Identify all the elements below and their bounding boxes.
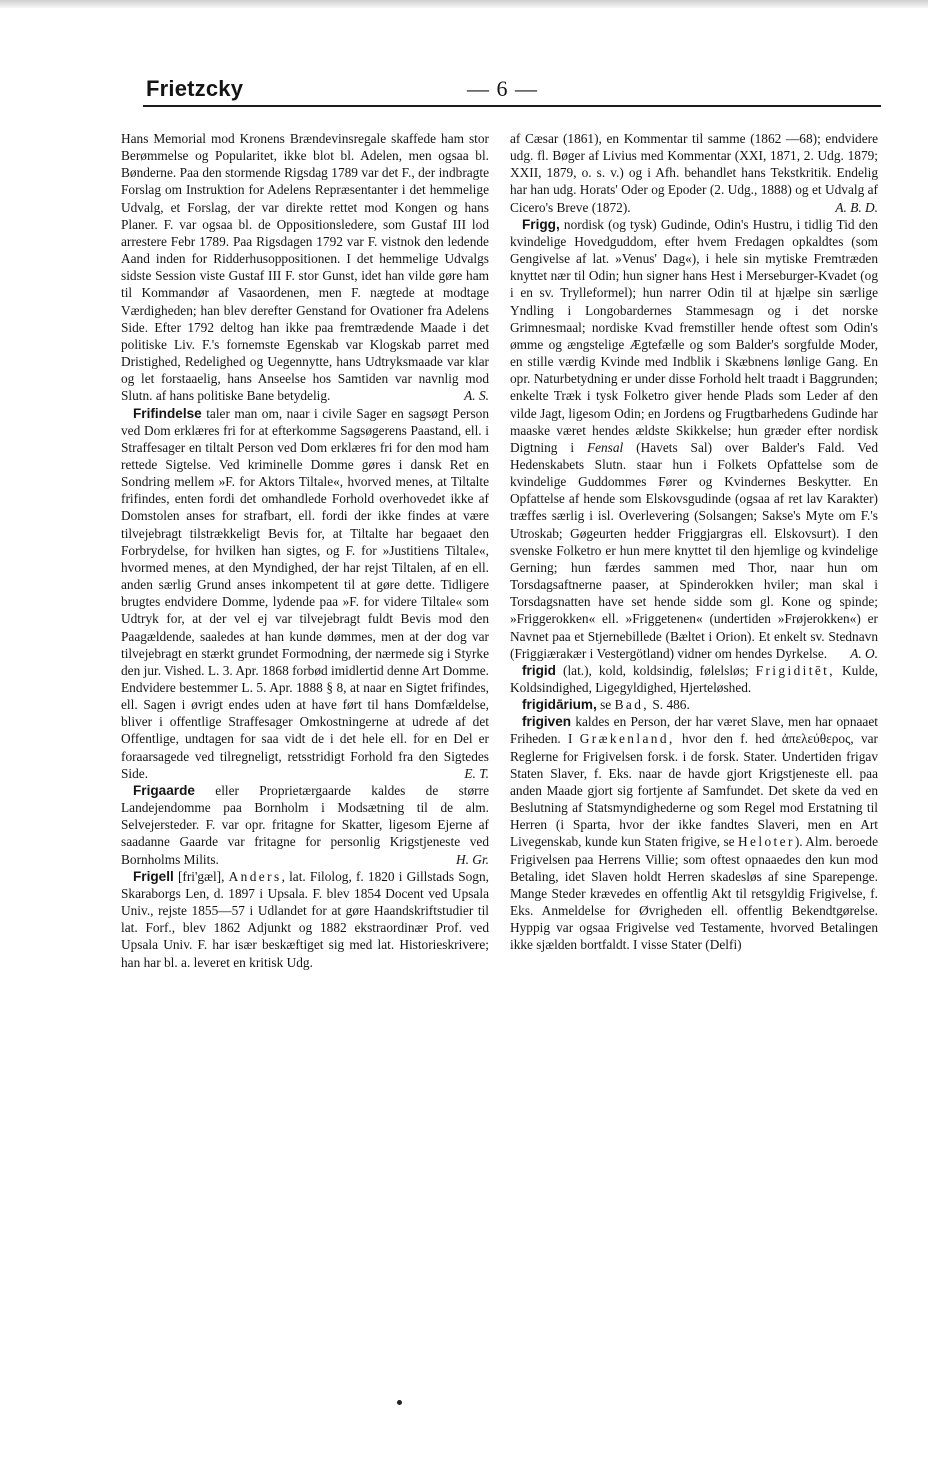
headword: frigid — [522, 662, 556, 678]
entry-continuation-frietzcky — [121, 130, 489, 405]
entry-text: (lat.), kold, koldsindig, følelsløs; — [555, 662, 756, 678]
entry-frifindelse — [121, 405, 489, 782]
author-signature: E. T. — [464, 765, 489, 781]
spaced-name: Anders — [228, 868, 282, 884]
right-column — [510, 130, 878, 954]
headword: Frigg, — [522, 216, 560, 232]
left-column — [121, 130, 489, 971]
author-signature: H. Gr. — [456, 851, 489, 867]
scan-edge — [0, 0, 928, 8]
headword: frigidārium, — [522, 697, 597, 713]
entry-text: kaldes en Person, der har været Slave, men har opnaaet Friheden. I — [510, 714, 878, 747]
headword: Frigell — [133, 868, 174, 884]
entry-text: (Havets Sal) over Balder's Fald. Ved Hedenskabets Slutn. staar hun i Folkets Opfattelse som de kvindelige Guddommes Fører og Kvindernes Beskytter. En Opfattelse af hende som Elskovsgudinde (ogsaa af ret lav Karakter) træffes særlig i isl. Overlevering (Solsangen; Sakse's Myte om F.'s Utroskab; Gøgeurten hedder Friggjargras ell. Elskovsurt). I den svenske Folketro er hun mere knyttet til den hjemlige og kvindelige Gerning; hun færdes sammen med Thor, naar hun om Torsdagsaftnerne paaser, at Spinderokken hviler; man skal i Torsdagsnatten have set hende sidde som gl. Kone og spinde; »Friggerokken« ell. »Friggetenen« (undertiden »Frøjerokken«) er Navnet paa et Stjernebillede (Bæltet i Orion). Et enkelt sv. Stednavn (Friggiærakær i Vestergötland) vidner om hendes Dyrkelse. — [510, 439, 879, 661]
entry-text: nordisk (og tysk) Gudinde, Odin's Hustru, i tidlig Tid den kvindelige Hovedguddom, efter hvem Fredagen opkaldtes (som Gengivelse af lat. »Venus' Dag«), i hele sin mytiske Fremtræden knyttet nær til Odin; hun signer hans Hest i Merseburger-Kvadet (og i en sv. Trylleformel); hun narrer Odin til at hjælpe sin særlige Yndling i Longobardernes Stammesagn og i det norske Grimnesmaal; nordiske Kvad fremstiller hende oftest som Odin's ømme og ængstelige Ægtefælle og som Balder's sorgfulde Moder, en stille værdig Kvinde med Indblik i Skæbnens lønlige Gang. En opr. Naturbetydning er under disse Forhold helt traadt i Baggrunden; enkelte Træk i tysk Folketro giver hende Plads som Leder af den vilde Jagt, ligesom Odin; en Jordens og Frugtbarhedens Gudinde har maaske været hendes ældste Skikkelse; hun græder efter nordisk Digtning i — [510, 216, 878, 455]
entry-text: se — [596, 697, 615, 713]
author-signature: A. O. — [850, 645, 878, 661]
author-signature: A. B. D. — [835, 199, 878, 215]
print-mark — [397, 1400, 402, 1405]
author-signature: A. S. — [464, 388, 489, 404]
cross-reference: Bad, — [614, 697, 650, 713]
entry-text: Kulde, Koldsindighed, Ligegyldighed, Hjerteløshed. — [510, 662, 878, 695]
entry-frigid — [510, 662, 878, 696]
pronunciation: [fri'gæl], — [173, 868, 229, 884]
entry-text: ). Alm. beroede Frigivelsen paa Herrens Villie; som oftest opnaaedes den kun mod Betaling, idet Slaven holdt Herren skadesløs af sine Sparepenge. Mange Steder krævedes en offentlig Akt til retsgyldig Frigivelse, f. Eks. Anmeldelse for Øvrigheden ell. offentlig Bekendtgørelse. Hyppig var ogsaa Frigivelse ved Testamente, hvorved Betalingen ikke sjælden bortfaldt. I visse Stater (Delfi) — [510, 834, 878, 953]
headword: Frigaarde — [133, 782, 195, 798]
entry-text: taler man om, naar i civile Sager en sagsøgt Person ved Dom erklæres fri for at efterkomme Sagsøgerens Paastand, ell. i Straffesager en tiltalt Person ved Dom erklæres fri for den mod ham rettede Sigtelse. Ved kriminelle Domme gøres i dansk Ret en Sondring mellem »F. for Aktors Tiltale«, hvorved menes, at Tiltalte frifindes, enten fordi det omhandlede Forhold overhovedet ikke af Domstolen anses for strafbart, ell. fordi der ikke findes at være tilvejebragt tilstrækkeligt Bevis for, at Tiltalte har begaaet den Forbrydelse, for hvilken han sigtes, og F. for »Justitiens Tiltale«, hvormed menes, at den Myndighed, der har rejst Tiltalen, af en ell. anden særlig Grund anses inkompetent til at gøre dette. Tidligere brugtes endvidere Domme, lydende paa »F. for videre Tiltale« som Udtryk for, at der vel ej var tilvejebragt fuldt Bevis mod den Paagældende, saaledes at han kunde dømmes, men at der dog var tilvejebragt en stærkt grundet Formodning, der nærmede sig i Styrke den jur. Vished. L. 3. Apr. 1868 forbød imidlertid denne Art Domme. Endvidere bestemmer L. 5. Apr. 1888 § 8, at naar en Sigtet frifindes, ell. Sagen i øvrigt endes uden at have ført til hans Domfældelse, bliver i offentlige Straffesager Omkostningerne at udrede af det Offentlige, undtagen for saa vidt de i det hele ell. for en Del er foraarsagede ved tilregneligt, retsstridigt Forhold fra den Sigtedes Side. — [121, 405, 489, 781]
spaced-term: Grækenland, — [579, 731, 675, 747]
entry-frigg — [510, 216, 878, 662]
entry-text: af Cæsar (1861), en Kommentar til samme (1862 —68); endvidere udg. fl. Bøger af Livius med Kommentar (XXI, 1871, 2. Udg. 1879; XXII, 1879, o. s. v.) og i Afh. behandlet hans Tekstkritik. Endelig har han udg. Horats' Oder og Epoder (2. Udg., 1888) og et Udvalg af Cicero's Breve (1872). — [510, 131, 878, 215]
entry-frigell — [121, 868, 489, 971]
headword: frigiven — [522, 714, 572, 730]
entry-text: Hans Memorial mod Kronens Brændevinsregale skaffede ham stor Berømmelse og Popularitet, ikke blot bl. Adelen, men ogsaa bl. Bønderne. Paa den stormende Rigsdag 1789 var det F., der indbragte Forslag om Instruktion for Adelens Repræsentanter i det hemmelige Udvalg, et Forslag, der var direkte rettet mod Kongen og hans Planer. F. var ogsaa bl. de Oppositionsledere, som Gustaf III lod arrestere Febr 1789. Paa Rigsdagen 1792 var F. vistnok den ledende Aand inden for Ridderhusoppositionen. I det hemmelige Udvalgs sidste Session viste Gustaf III F. stor Gunst, idet han vilde gøre ham til Kommandør af Vasaordenen, men F. nægtede at modtage Værdigheden; han blev derefter Genstand for Ovationer fra Adelens Side. Efter 1792 deltog han ikke paa fremtrædende Maade i det politiske Liv. F.'s fornemste Egenskab var Klogskab parret med Dristighed, Redelighed og Uegennytte, hans Udtryksmaade var klar og let forstaaelig, hans Anseelse hos Samtiden var navnlig mod Slutn. af hans politiske Bane betydelig. — [121, 131, 489, 404]
cross-reference: Heloter — [738, 834, 795, 850]
entry-frigidarium — [510, 696, 878, 713]
italic-term: Fensal — [586, 439, 624, 455]
entry-text: hvor den f. hed ἀπελεύθερος, var Reglerne for Frigivelsen forsk. i de forsk. Stater. Undertiden frigav Staten Slaver, f. Eks. naar de havde gjort Krigstjeneste ell. paa anden Maade gjort sig fortjente af Samfundet. Det skete da ved en Beslutning af Statsmyndighederne og som Regel mod Erstatning til Herren (i Sparta, hvor der ikke fandtes Slaveri, men en Art Livegenskab, kunde kun Staten frigive, se — [510, 731, 878, 850]
header-rule — [143, 105, 881, 107]
entry-text: , lat. Filolog, f. 1820 i Gillstads Sogn, Skaraborgs Len, d. 1897 i Upsala. F. blev 1854 Docent ved Upsala Univ., rejste 1855—57 i Udlandet for at gøre Haandskriftstudier til lat. Forf., blev 1862 Adjunkt og 1882 ekstraordinær Prof. ved Upsala Univ. F. har især beskæftiget sig med lat. Historieskrivere; han har bl. a. leveret en kritisk Udg. — [121, 868, 489, 970]
headword: Frifindelse — [133, 405, 202, 421]
page-number: — 6 — — [467, 76, 538, 101]
entry-text: eller Proprietærgaarde kaldes de større Landejendomme paa Bornholm i Modsætning til de alm. Selvejersteder. F. var opr. fritagne for Skatter, ligesom Ejerne af saadanne Gaarde var fritagne for personlig Krigstjeneste ved Bornholms Milits. — [121, 782, 489, 867]
spaced-term: Frigiditēt, — [755, 662, 836, 678]
entry-frigaarde — [121, 782, 489, 868]
entry-text: S. 486. — [649, 697, 690, 713]
entry-frigiven — [510, 713, 878, 953]
running-head: Frietzcky — [146, 76, 244, 101]
entry-continuation-frigell — [510, 130, 878, 216]
